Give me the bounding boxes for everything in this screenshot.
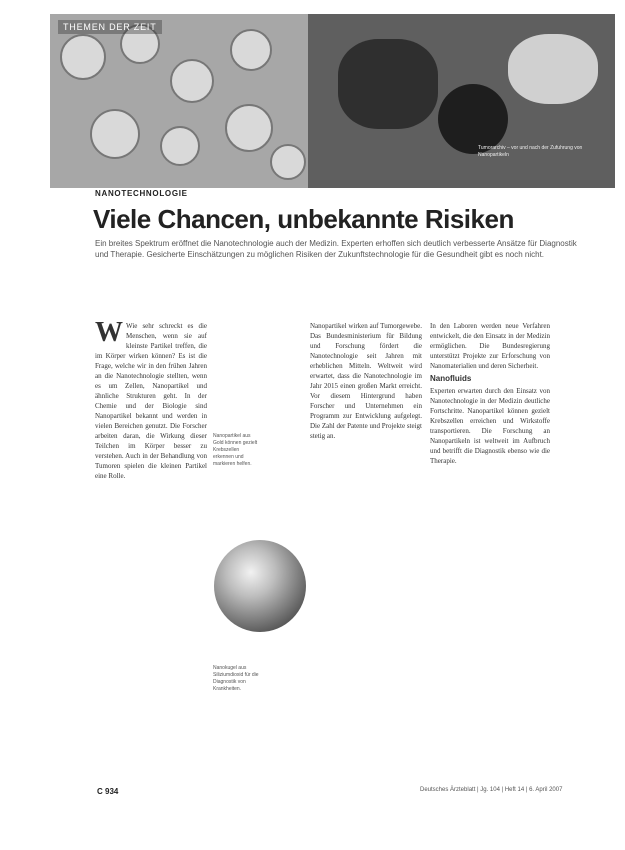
page-number: C 934 (97, 787, 119, 796)
column-1-text: Wie sehr schreckt es die Menschen, wenn sie auf kleinste Partikel treffen, die im Körper wirken können? Es ist die Frage, welche wir in den frühen Jahren an die Nanotechnologie stellten, wenn es um Zellen, Nanopartikel und ähnliche Strukturen geht. In der Chemie und der Biologie sind Nanopartikel bekannt und werden in vielen Bereichen genutzt. Die Forscher arbeiten daran, die Wirkung dieser Teilchen im Körper besser zu verstehen. Auch in der Behandlung von Tumoren spielen die kleinen Partikel eine Rolle. (95, 322, 207, 480)
cell-shape (230, 29, 272, 71)
article-intro: Ein breites Spektrum eröffnet die Nanotechnologie auch der Medizin. Experten erhoffen sich deutlich verbesserte Ansätze für Diagnostik und Therapie. Gesicherte Einschätzungen zu möglichen Risiken der Zukunftstechnologie für die Gesundheit gibt es noch nicht. (95, 239, 577, 259)
cell-shape (60, 34, 106, 80)
sidebar-caption-bottom: Nanokugel aus Siliziumdioxid für die Diagnostik von Krankheiten. (213, 665, 259, 692)
article-column-1 (95, 317, 207, 481)
cell-shape (270, 144, 306, 180)
column-3-subhead: Nanofluids (430, 374, 472, 383)
column-2-text: Nanopartikel wirken auf Tumorgewebe. Das Bundesministerium für Bildung und Forschung fördert die Nanotechnologie seit Jahren mit erheblichen Mitteln. Weltweit wird erwartet, dass die Nanotechnologie im Jahr 2015 einen großen Markt erreicht. Vor diesem Hintergrund haben Forscher und Unternehmen ein Programm zur Entwicklung aufgelegt. Die Zahl der Patente und Projekte steigt stetig an. (310, 322, 422, 440)
nanosphere-image (214, 540, 306, 632)
hero-photo (50, 14, 615, 188)
photo-caption: Tumorarchiv – vor und nach der Zufuhrung von Nanopartikeln (478, 145, 583, 158)
section-tag: THEMEN DER ZEIT (58, 20, 162, 34)
cell-shape (160, 126, 200, 166)
cell-shape (225, 104, 273, 152)
microscope-image-cells (50, 14, 308, 188)
sidebar-caption-top: Nanopartikel aus Gold können gezielt Krebszellen erkennen und markieren helfen. (213, 433, 258, 467)
column-3-text-a: In den Laboren werden neue Verfahren entwickelt, die den Einsatz in der Medizin ermöglichen. Die Bundesregierung unterstützt Projekte zur Erforschung von Nanomaterialien und deren Sicherheit. (430, 322, 550, 370)
microscope-image-tissue (308, 14, 615, 188)
dropcap: W (95, 317, 123, 348)
journal-footer: Deutsches Ärzteblatt | Jg. 104 | Heft 14 | 6. April 2007 (420, 787, 563, 793)
article-column-2 (310, 321, 422, 441)
cell-shape (90, 109, 140, 159)
cell-shape (170, 59, 214, 103)
article-column-3 (430, 321, 550, 466)
article-title: Viele Chancen, unbekannte Risiken (93, 204, 514, 234)
column-3-text-b: Experten erwarten durch den Einsatz von Nanotechnologie in der Medizin deutliche Fortschritte. Nanopartikel können gezielt Krebszellen erreichen und Wirkstoffe transportieren. Die Forschung an Nanopartikeln ist weltweit im Aufbruch und betrifft die Diagnostik ebenso wie die Therapie. (430, 387, 550, 465)
article-kicker: NANOTECHNOLOGIE (95, 189, 188, 198)
